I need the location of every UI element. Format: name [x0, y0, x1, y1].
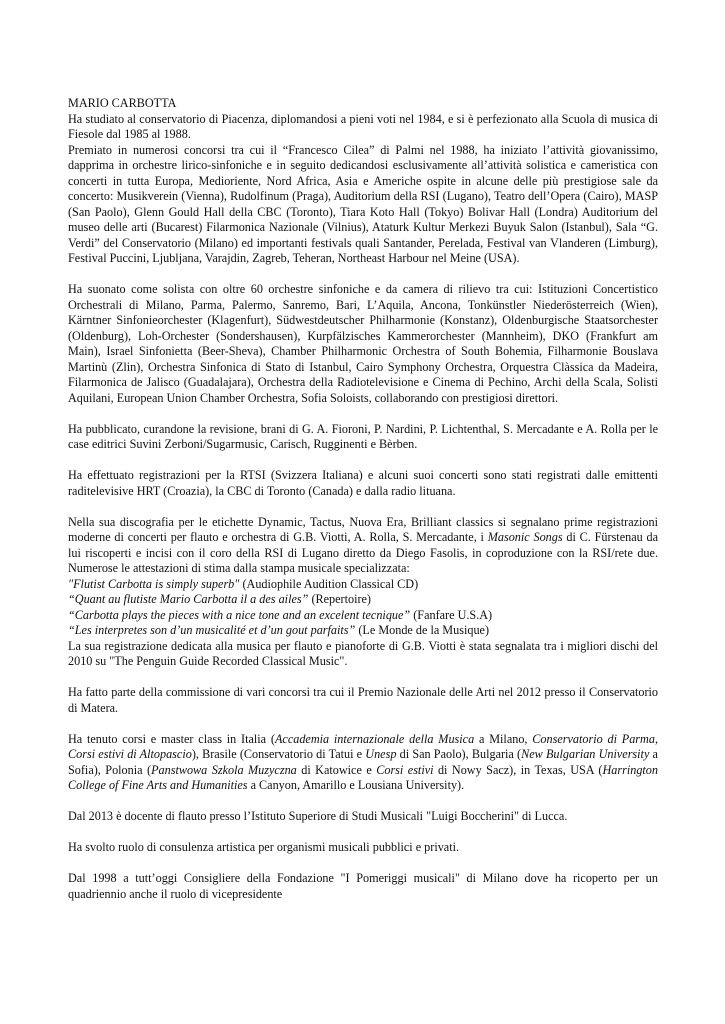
press-quote: [68, 592, 658, 608]
masterclass-text: a Milano,: [474, 731, 533, 746]
paragraph-consulting: Ha svolto ruolo di consulenza artistica per organismi musicali pubblici e privati.: [68, 840, 460, 854]
paragraph-penguin-guide: La sua registrazione dedicata alla musica per flauto e pianoforte di G.B. Viotti è stata segnalata tra i migliori dischi del 2010 su "The Penguin Guide Recorded Classical Music".: [68, 638, 658, 668]
masterclass-text: ), Brasile (Conservatorio di Tatui e: [191, 747, 366, 761]
discography-italic-title: Masonic Songs: [487, 530, 563, 544]
masterclass-institution: Harrington College of Fine Arts and Humanities: [68, 762, 658, 792]
masterclass-text: a Canyon, Amarillo e Lousiana University).: [247, 778, 465, 792]
press-quote-source: (Fanfare U.S.A): [410, 607, 493, 622]
document-title: MARIO CARBOTTA: [68, 96, 177, 110]
masterclass-institution: Panstwowa Szkola Muzyczna: [151, 762, 297, 777]
paragraph-recordings: Ha effettuato registrazioni per la RTSI (Svizzera Italiana) e alcuni suoi concerti sono stati registrati dalle emittenti raditelevisive HRT (Croazia), la CBC di Toronto (Canada) e dalla radio lituana.: [68, 468, 658, 498]
masterclass-institution: Corsi estivi: [376, 762, 434, 777]
press-quote-text: “Les interpretes son d’un musicalité et d’un gout parfaits”: [68, 623, 356, 637]
press-quote: [68, 577, 658, 593]
paragraph-orchestras: Ha suonato come solista con oltre 60 orchestre sinfoniche e da camera di rilievo tra cui: Istituzioni Concertistico Orchestrali di Milano, Parma, Palermo, Sanremo, Bari, L’Aquila, Ancona, Tonkünstler Niederösterreich (Wien), Kärntner Sinfonieorchester (Klagenfurt), Südwestdeutscher Philharmonie (Konstanz), Oldenburgische Staatsorchester (Oldenburg), Loh-Orchester (Sondershausen), Kurpfälzisches Kammerorchester (Mannheim), DKO (Frankfurt am Main), Israel Sinfonietta (Beer-Sheva), Chamber Philharmonic Orchestra of South Bohemia, Filharmonie Bouslava Martinù (Zlin), Orchestra Sinfonica di Stato di Istanbul, Cairo Symphony Orchestra, Orquestra Clàssica da Madeira, Filarmonica de Jalisco (Guadalajara), Orchestra della Radiotelevisione e Cinema di Pechino, Archi della Scala, Solisti Aquilani, European Union Chamber Orchestra, Sofia Soloists, collaborando con prestigiosi direttori.: [68, 282, 658, 405]
paragraph-publications: Ha pubblicato, curandone la revisione, brani di G. A. Fioroni, P. Nardini, P. Lichtenthal, S. Mercadante e A. Rolla per le case editrici Suvini Zerboni/Sugarmusic, Carisch, Rugginenti e Bèrben.: [68, 421, 658, 451]
masterclass-text: di Katowice e: [296, 762, 377, 777]
discography-text-2: di C. Fürstenau da lui riscoperti e incisi con il coro della RSI di Lugano diretto da Diego Fasolis, in coproduzione con la RSI/rete due. Numerose le attestazioni di stima dalla stampa musicale specializzata:: [68, 530, 658, 575]
paragraph-teaching: Dal 2013 è docente di flauto presso l’Istituto Superiore di Studi Musicali "Luigi Boccherini" di Lucca.: [68, 809, 568, 823]
press-quote-text: "Flutist Carbotta is simply superb": [68, 576, 240, 591]
press-quote-text: “Quant au flutiste Mario Carbotta il a des ailes”: [68, 592, 309, 606]
masterclass-text: di Nowy Sacz), in Texas, USA (: [433, 762, 603, 777]
paragraph-commissions: Ha fatto parte della commissione di vari concorsi tra cui il Premio Nazionale delle Arti nel 2012 presso il Conservatorio di Matera.: [68, 685, 658, 715]
masterclass-text: a Sofia), Polonia (: [68, 747, 658, 777]
paragraph-discography: [68, 515, 658, 577]
masterclass-institution: Corsi estivi di Altopascio: [68, 747, 192, 761]
masterclass-institution: Unesp: [365, 747, 397, 761]
masterclass-text: di San Paolo), Bulgaria (: [396, 747, 522, 761]
discography-text-1: Nella sua discografia per le etichette Dynamic, Tactus, Nuova Era, Brilliant classics si segnalano prime registrazioni moderne di concerti per flauto e orchestra di G.B. Viotti, A. Rolla, S. Mercadante, i: [68, 514, 658, 544]
paragraph-career: Premiato in numerosi concorsi tra cui il “Francesco Cilea” di Palmi nel 1988, ha iniziato l’attività giovanissimo, dapprima in orchestre lirico-sinfoniche e in seguito dedicandosi esclusivamente all’attività solistica e cameristica con concerti in tutta Europa, Medioriente, Nord Africa, Asia e Americhe ospite in alcune delle più prestigiose sale da concerto: Musikverein (Vienna), Rudolfinum (Praga), Auditorium della RSI (Lugano), Teatro dell’Opera (Cairo), MASP (San Paolo), Glenn Gould Hall della CBC (Toronto), Tiara Koto Hall (Tokyo) Bolivar Hall (Londra) Auditorium del museo delle arti (Bucarest) Filarmonica Nazionale (Vilnius), Ataturk Kultur Merkezi Buyuk Salon (Istanbul), Sala “G. Verdi” del Conservatorio (Milano) ed importanti festivals quali Santander, Perelada, Festival van Vlanderen (Limburg), Festival Puccini, Ljubljana, Varajdin, Zagreb, Teheran, Northeast Harbour nel Meine (USA).: [68, 142, 658, 265]
masterclass-institution: Accademia internazionale della Musica: [274, 731, 475, 746]
paragraph-education: Ha studiato al conservatorio di Piacenza, diplomandosi a pieni voti nel 1984, e si è perfezionato alla Scuola di musica di Fiesole dal 1985 al 1988.: [68, 111, 658, 141]
press-quote-source: (Le Monde de la Musique): [355, 623, 490, 637]
paragraph-masterclasses: [68, 732, 658, 794]
masterclass-institution: Conservatorio di Parma: [532, 731, 655, 746]
paragraph-foundation: Dal 1998 a tutt’oggi Consigliere della Fondazione "I Pomeriggi musicali" di Milano dove ha ricoperto per un quadriennio anche il ruolo di vicepresidente: [68, 871, 658, 901]
press-quote-source: (Repertoire): [308, 592, 371, 606]
document-body: [68, 96, 658, 902]
press-quote-source: (Audiophile Audition Classical CD): [239, 576, 419, 591]
press-quote: [68, 623, 658, 639]
press-quote-text: “Carbotta plays the pieces with a nice tone and an excelent tecnique”: [68, 607, 411, 622]
masterclass-institution: New Bulgarian University: [521, 747, 650, 761]
masterclass-text: ,: [654, 731, 658, 746]
press-quote: [68, 608, 658, 624]
masterclass-text: Ha tenuto corsi e master class in Italia (: [68, 731, 275, 746]
